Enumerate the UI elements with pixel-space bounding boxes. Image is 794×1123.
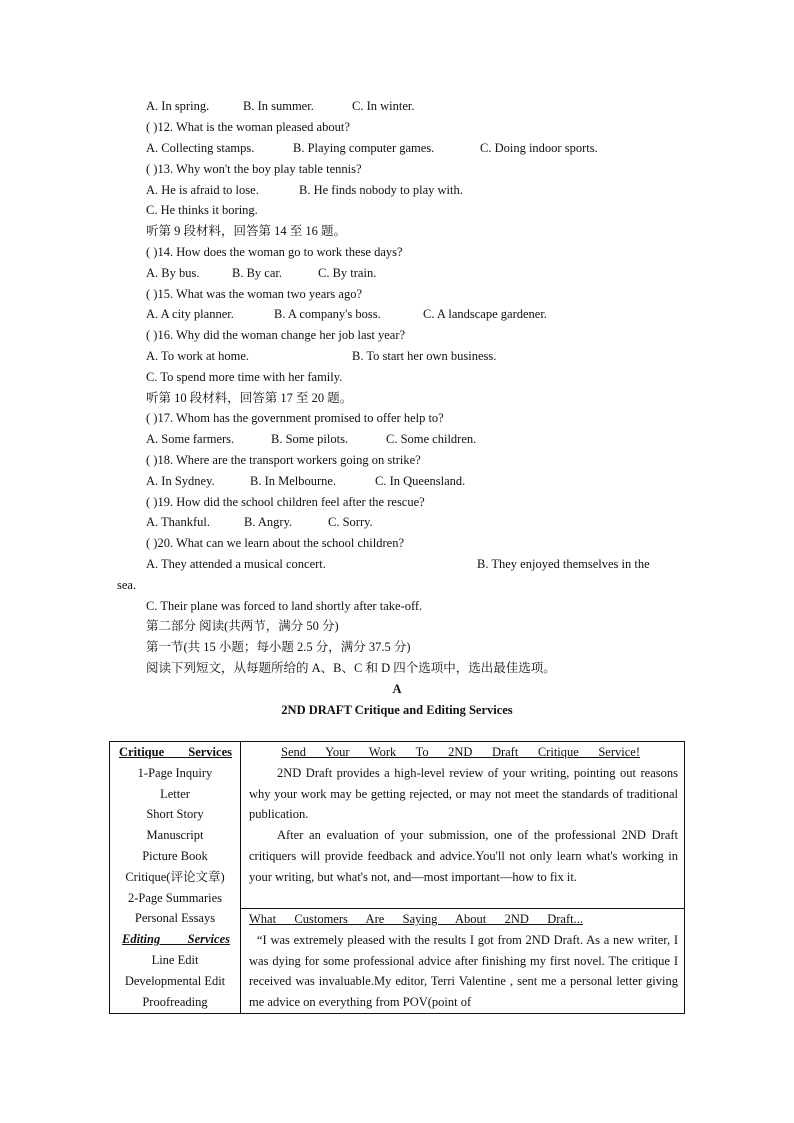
q12-question: ( )12. What is the woman pleased about?	[146, 120, 350, 134]
critique-services-heading: Critique Services	[119, 745, 232, 759]
send-work-cell	[241, 742, 685, 909]
q14-option-b: B. By car.	[232, 266, 282, 280]
description-paragraph-2: After an evaluation of your submission, one of the professional 2ND Draft critiquers will provide feedback and advice.You'll not only learn what's working in your writing, but what's not, and—most important—how to fix it.	[249, 828, 678, 884]
q15-option-c: C. A landscape gardener.	[423, 307, 547, 321]
critique-item: 1-Page Inquiry	[137, 765, 213, 780]
q17-option-a: A. Some farmers.	[146, 432, 235, 446]
q13-option-a: A. He is afraid to lose.	[146, 183, 259, 197]
services-list-column	[110, 742, 241, 1014]
critique-item: Picture Book	[142, 848, 208, 863]
section-10-heading: 听第 10 段材料，回答第 17 至 20 题。	[146, 391, 353, 405]
q19-option-b: B. Angry.	[244, 515, 293, 529]
editing-services-heading: Editing Services	[122, 932, 230, 947]
q14-option-c: C. By train.	[318, 266, 377, 280]
q20-option-c: C. Their plane was forced to land shortly after take-off.	[146, 599, 423, 613]
q14-question: ( )14. How does the woman go to work these days?	[146, 245, 403, 259]
q19-option-c: C. Sorry.	[328, 515, 373, 529]
q19-option-a: A. Thankful.	[146, 515, 210, 529]
critique-item: Short Story	[146, 807, 204, 822]
q20-option-a: A. They attended a musical concert.	[146, 557, 326, 571]
q18-option-b: B. In Melbourne.	[250, 474, 337, 488]
critique-item: Critique(评论文章)	[125, 869, 225, 884]
q12-option-c: C. Doing indoor sports.	[480, 141, 598, 155]
q18-option-a: A. In Sydney.	[146, 474, 215, 488]
passage-title: 2ND DRAFT Critique and Editing Services	[281, 703, 513, 717]
editing-item: Developmental Edit	[124, 973, 226, 988]
section-9-heading: 听第 9 段材料，回答第 14 至 16 题。	[146, 224, 347, 238]
q17-option-c: C. Some children.	[386, 432, 477, 446]
q17-question: ( )17. Whom has the government promised to offer help to?	[146, 411, 444, 425]
q16-option-c: C. To spend more time with her family.	[146, 370, 343, 384]
q11-option-c: C. In winter.	[352, 99, 415, 113]
reading-section-title: 第一节(共 15 小题；每小题 2.5 分，满分 37.5 分)	[146, 640, 411, 654]
testimonial-cell	[241, 909, 685, 1014]
send-work-heading: Send Your Work To 2ND Draft Critique Service!	[281, 745, 640, 759]
critique-item: Manuscript	[146, 828, 204, 843]
reading-instruction: 阅读下列短文，从每题所给的 A、B、C 和 D 四个选项中，选出最佳选项。	[146, 661, 556, 675]
q20-question: ( )20. What can we learn about the school children?	[146, 536, 405, 550]
q19-question: ( )19. How did the school children feel after the rescue?	[146, 495, 425, 509]
editing-item: Line Edit	[151, 952, 199, 967]
q17-option-b: B. Some pilots.	[271, 432, 349, 446]
q15-option-b: B. A company's boss.	[274, 307, 381, 321]
q13-question: ( )13. Why won't the boy play table tennis?	[146, 162, 362, 176]
q15-question: ( )15. What was the woman two years ago?	[146, 287, 363, 301]
passage-letter: A	[392, 682, 402, 696]
q16-option-b: B. To start her own business.	[352, 349, 497, 363]
editing-item: Proofreading	[142, 994, 208, 1009]
customers-heading: What Customers Are Saying About 2ND Draft...	[249, 912, 583, 926]
q15-option-a: A. A city planner.	[146, 307, 234, 321]
description-paragraph-1: 2ND Draft provides a high-level review of your writing, pointing out reasons why your work may be getting rejected, or may not meet the standards of traditional publication.	[249, 765, 678, 822]
q20-option-b: B. They enjoyed themselves in the	[477, 557, 650, 571]
critique-item: 2-Page Summaries	[127, 890, 223, 905]
q20-option-b-continued: sea.	[117, 578, 137, 592]
q18-question: ( )18. Where are the transport workers going on strike?	[146, 453, 421, 467]
q13-option-b: B. He finds nobody to play with.	[299, 183, 463, 197]
testimonial-quote: “I was extremely pleased with the results I got from 2ND Draft. As a new writer, I was dying for some professional advice after finishing my first novel. The critique I received was invaluable.My editor, Terri Valentine , sent me a personal letter giving me advice on everything from POV(point of	[249, 932, 678, 1010]
q16-question: ( )16. Why did the woman change her job last year?	[146, 328, 406, 342]
q14-option-a: A. By bus.	[146, 266, 200, 280]
q11-option-a: A. In spring.	[146, 99, 210, 113]
critique-item: Letter	[160, 786, 190, 801]
q13-option-c: C. He thinks it boring.	[146, 203, 258, 217]
q18-option-c: C. In Queensland.	[375, 474, 466, 488]
q16-option-a: A. To work at home.	[146, 349, 250, 363]
services-table	[109, 741, 685, 1014]
critique-item: Personal Essays	[134, 911, 216, 926]
reading-part-title: 第二部分 阅读(共两节，满分 50 分)	[146, 619, 339, 633]
q12-option-b: B. Playing computer games.	[293, 141, 435, 155]
q12-option-a: A. Collecting stamps.	[146, 141, 255, 155]
q11-option-b: B. In summer.	[243, 99, 314, 113]
